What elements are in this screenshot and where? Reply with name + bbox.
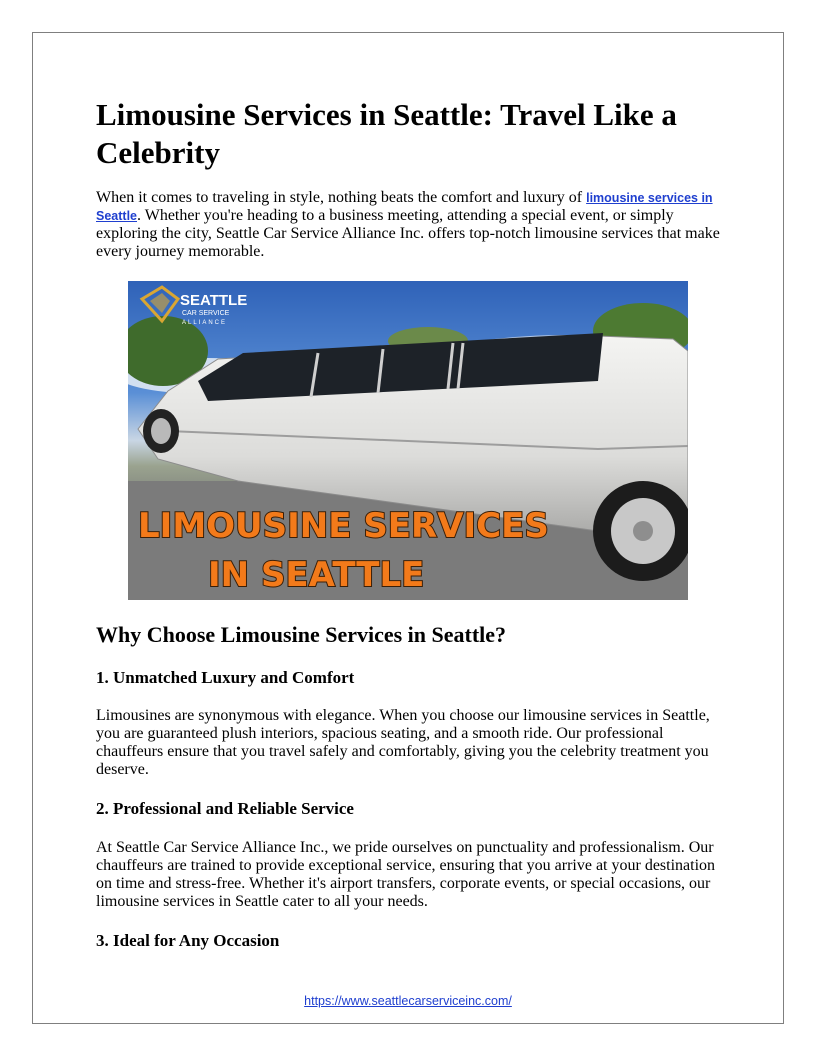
- hero-image: [128, 281, 688, 600]
- intro-text-before: When it comes to traveling in style, nothing beats the comfort and luxury of: [96, 189, 587, 206]
- logo-sub1: CAR SERVICE: [182, 310, 230, 317]
- intro-paragraph: [96, 189, 720, 261]
- section-heading: Why Choose Limousine Services in Seattle?: [96, 622, 507, 647]
- page-title: Limousine Services in Seattle: Travel Like a Celebrity: [96, 97, 677, 170]
- subheading-1: 1. Unmatched Luxury and Comfort: [96, 668, 355, 687]
- logo-name: SEATTLE: [180, 292, 248, 309]
- subheading-3: 3. Ideal for Any Occasion: [96, 931, 280, 950]
- footer-url-link[interactable]: https://www.seattlecarserviceinc.com/: [304, 994, 512, 1008]
- limousine-services-link[interactable]: limousine services in Seattle: [96, 191, 713, 223]
- banner-line-2: IN SEATTLE: [208, 555, 425, 595]
- banner-line-1: LIMOUSINE SERVICES: [138, 506, 549, 546]
- logo-sub2: ALLIANCE: [182, 320, 228, 326]
- paragraph-2: At Seattle Car Service Alliance Inc., we pride ourselves on punctuality and professionalism. Our chauffeurs are trained to provide exceptional service, ensuring that you arrive at your destination on time and stress-free. Whether it's airport transfers, corporate events, or special occasions, our limousine services in Seattle cater to all your needs.: [96, 839, 716, 910]
- intro-text-after: . Whether you're heading to a business meeting, attending a special event, or simply exploring the city, Seattle Car Service Alliance Inc. offers top-notch limousine services that make every journey memorable.: [96, 207, 720, 260]
- limousine-illustration: [128, 281, 688, 600]
- paragraph-1: Limousines are synonymous with elegance. When you choose our limousine services in Seattle, you are guaranteed plush interiors, spacious seating, and a smooth ride. Our professional chauffeurs ensure that you travel safely and comfortably, giving you the celebrity treatment you deserve.: [96, 707, 710, 778]
- footer: [0, 992, 816, 1010]
- subheading-2: 2. Professional and Reliable Service: [96, 799, 354, 818]
